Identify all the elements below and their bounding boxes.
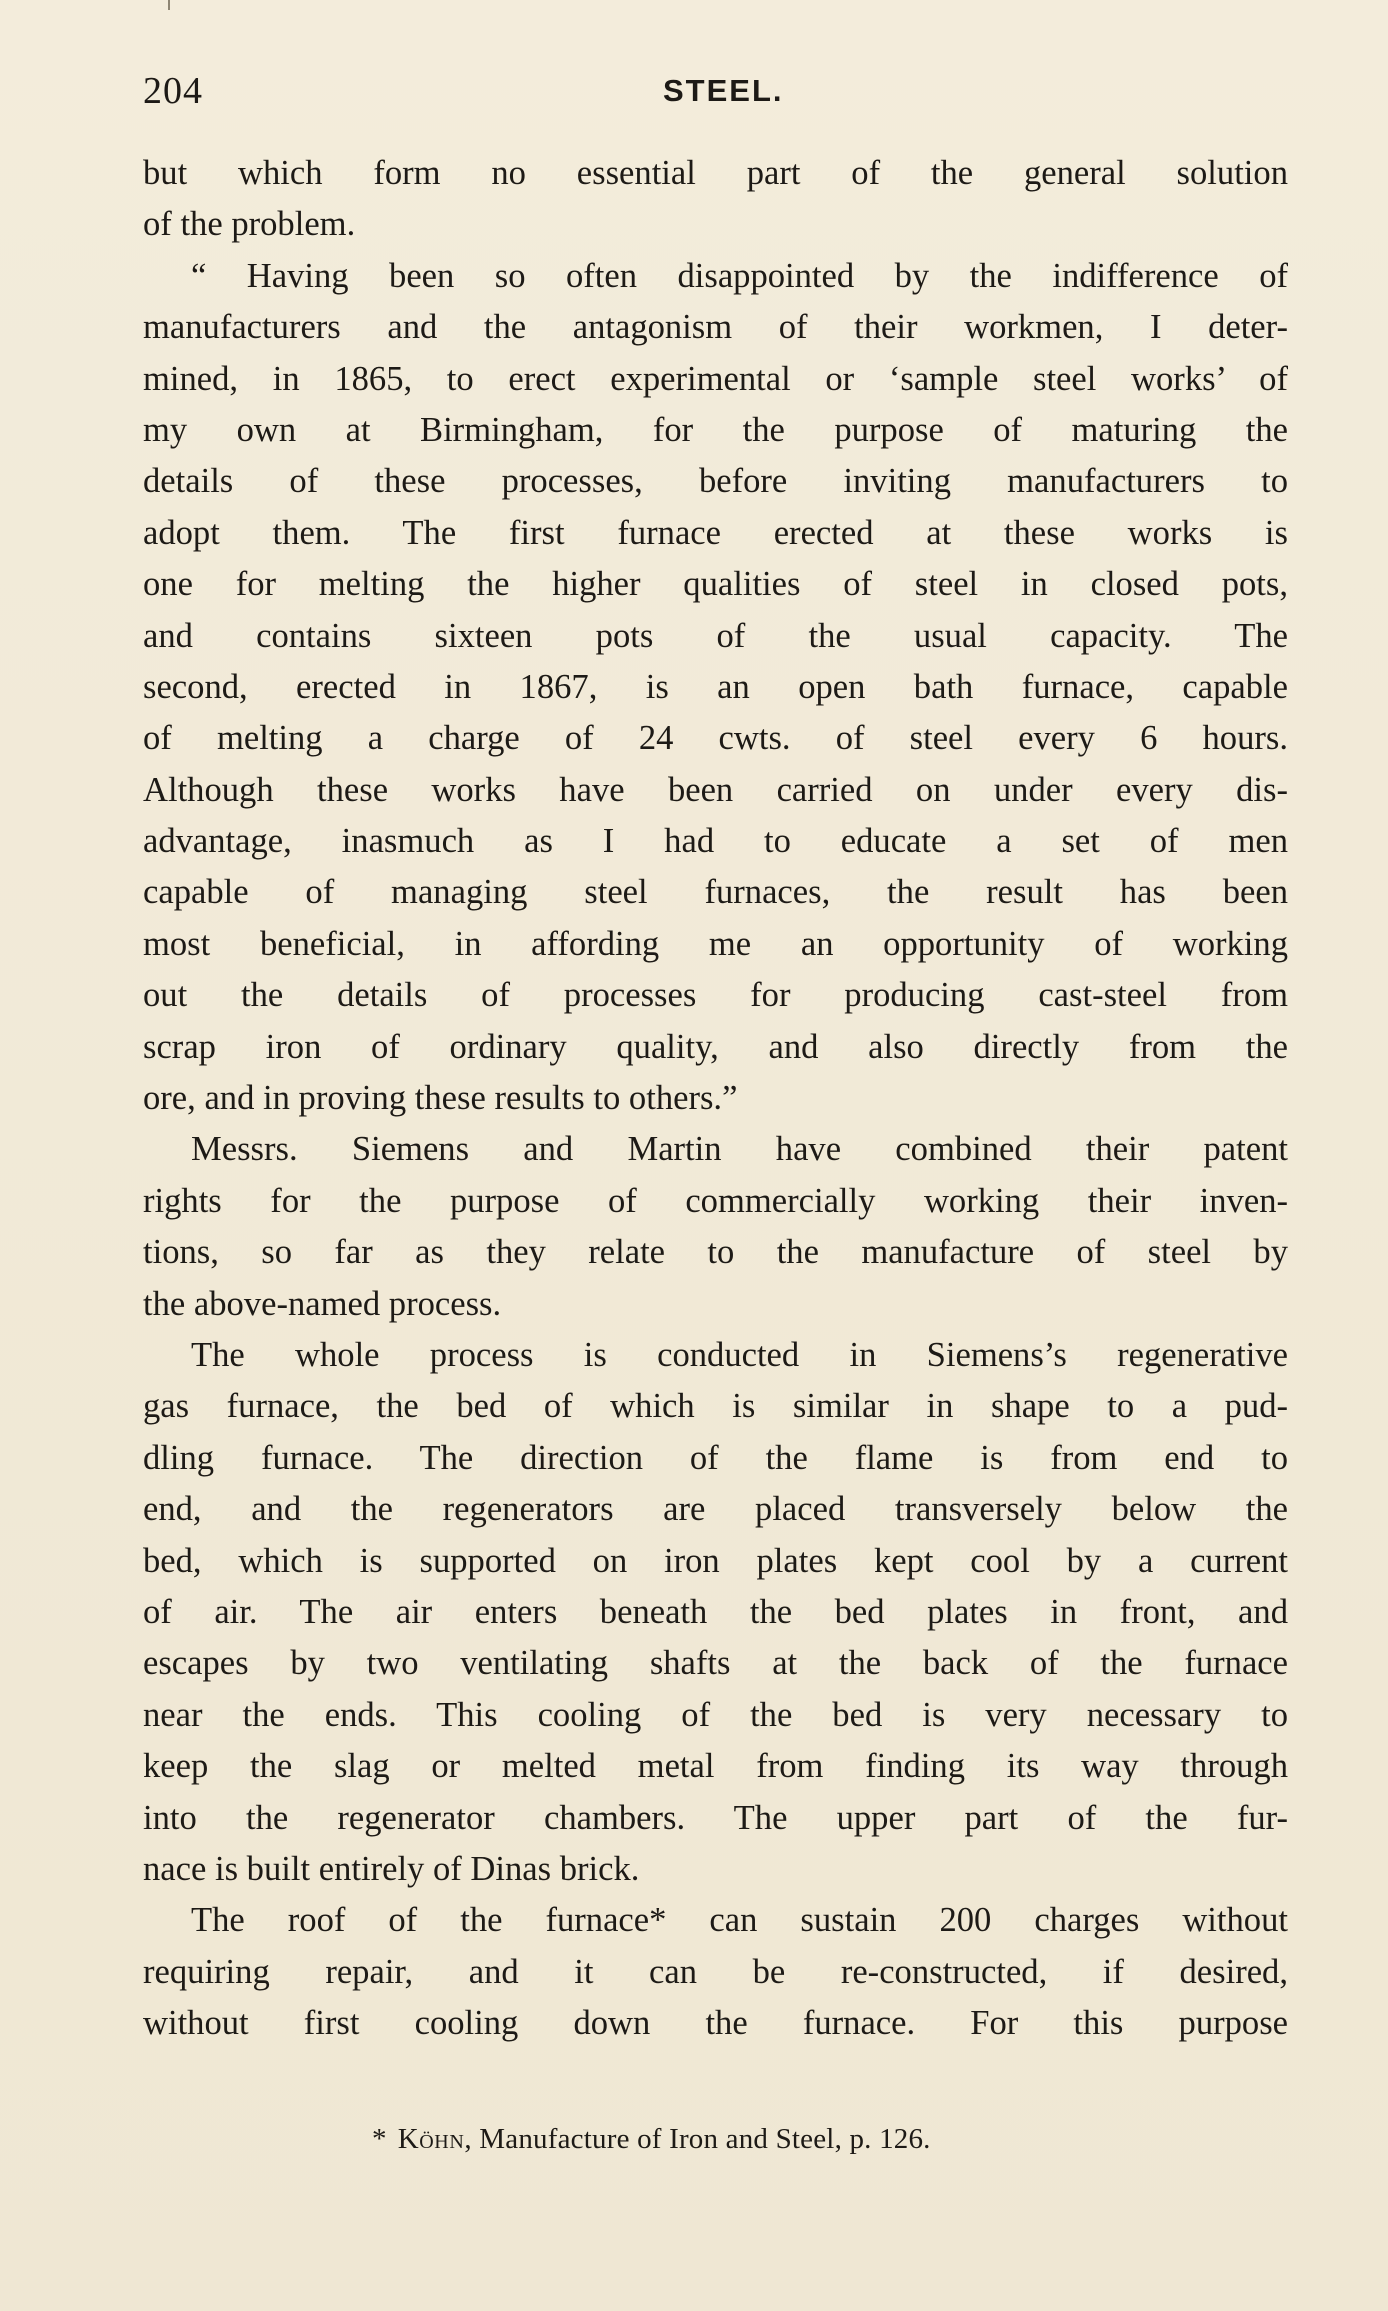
text-line: rights for the purpose of commercially working their inven-: [143, 1181, 1288, 1220]
text-line: end, and the regenerators are placed transversely below the: [143, 1490, 1288, 1529]
running-title: STEEL.: [663, 73, 784, 108]
text-line: escapes by two ventilating shafts at the back of the furnace: [143, 1644, 1288, 1683]
text-line: Messrs. Siemens and Martin have combined their patent: [191, 1130, 1288, 1169]
text-line: second, erected in 1867, is an open bath furnace, capable: [143, 667, 1288, 706]
text-line: capable of managing steel furnaces, the result has been: [143, 873, 1288, 912]
text-line: ore, and in proving these results to others.”: [143, 1079, 738, 1118]
footnote-citation: , Manufacture of Iron and Steel, p. 126.: [464, 2123, 931, 2155]
text-line: most beneficial, in affording me an opportunity of working: [143, 924, 1288, 963]
text-line: the above-named process.: [143, 1284, 502, 1323]
text-line: one for melting the higher qualities of steel in closed pots,: [143, 565, 1288, 604]
footnote: [372, 2121, 931, 2157]
text-line: “ Having been so often disappointed by the indifference of: [191, 256, 1288, 295]
text-line: bed, which is supported on iron plates kept cool by a current: [143, 1541, 1288, 1580]
text-line: nace is built entirely of Dinas brick.: [143, 1849, 640, 1888]
text-line: of air. The air enters beneath the bed plates in front, and: [143, 1592, 1288, 1631]
text-line: but which form no essential part of the general solution: [143, 154, 1288, 192]
text-line: mined, in 1865, to erect experimental or ‘sample steel works’ of: [143, 359, 1288, 398]
text-line: keep the slag or melted metal from finding its way through: [143, 1747, 1288, 1786]
text-line: and contains sixteen pots of the usual capacity. The: [143, 616, 1288, 655]
main-text: [143, 148, 1288, 2049]
text-line: into the regenerator chambers. The upper part of the fur-: [143, 1798, 1288, 1837]
text-line: gas furnace, the bed of which is similar in shape to a pud-: [143, 1387, 1288, 1426]
text-line: tions, so far as they relate to the manufacture of steel by: [143, 1233, 1288, 1272]
top-edge-mark: [168, 0, 170, 10]
text-line: without first cooling down the furnace. For this purpose: [143, 2004, 1288, 2043]
text-line: of melting a charge of 24 cwts. of steel every 6 hours.: [143, 719, 1288, 758]
text-line: requiring repair, and it can be re-constructed, if desired,: [143, 1952, 1288, 1991]
text-line: The roof of the furnace* can sustain 200 charges without: [191, 1901, 1288, 1940]
page-number: 204: [143, 70, 203, 112]
text-line: of the problem.: [143, 205, 356, 244]
text-line: dling furnace. The direction of the flame is from end to: [143, 1438, 1288, 1477]
text-line: advantage, inasmuch as I had to educate a set of men: [143, 822, 1288, 861]
text-line: manufacturers and the antagonism of their workmen, I deter-: [143, 308, 1288, 347]
text-line: out the details of processes for producing cast-steel from: [143, 976, 1288, 1015]
footnote-author: Köhn: [397, 2123, 465, 2155]
text-line: Although these works have been carried on under every dis-: [143, 770, 1288, 809]
text-line: details of these processes, before inviting manufacturers to: [143, 462, 1288, 501]
page-header: [143, 68, 1291, 114]
text-line: my own at Birmingham, for the purpose of maturing the: [143, 410, 1288, 449]
text-line: near the ends. This cooling of the bed is very necessary to: [143, 1695, 1288, 1734]
text-line: The whole process is conducted in Siemens’s regenerative: [191, 1335, 1288, 1374]
text-line: adopt them. The first furnace erected at these works is: [143, 513, 1288, 552]
footnote-marker: *: [372, 2123, 387, 2155]
text-line: scrap iron of ordinary quality, and also directly from the: [143, 1027, 1288, 1066]
